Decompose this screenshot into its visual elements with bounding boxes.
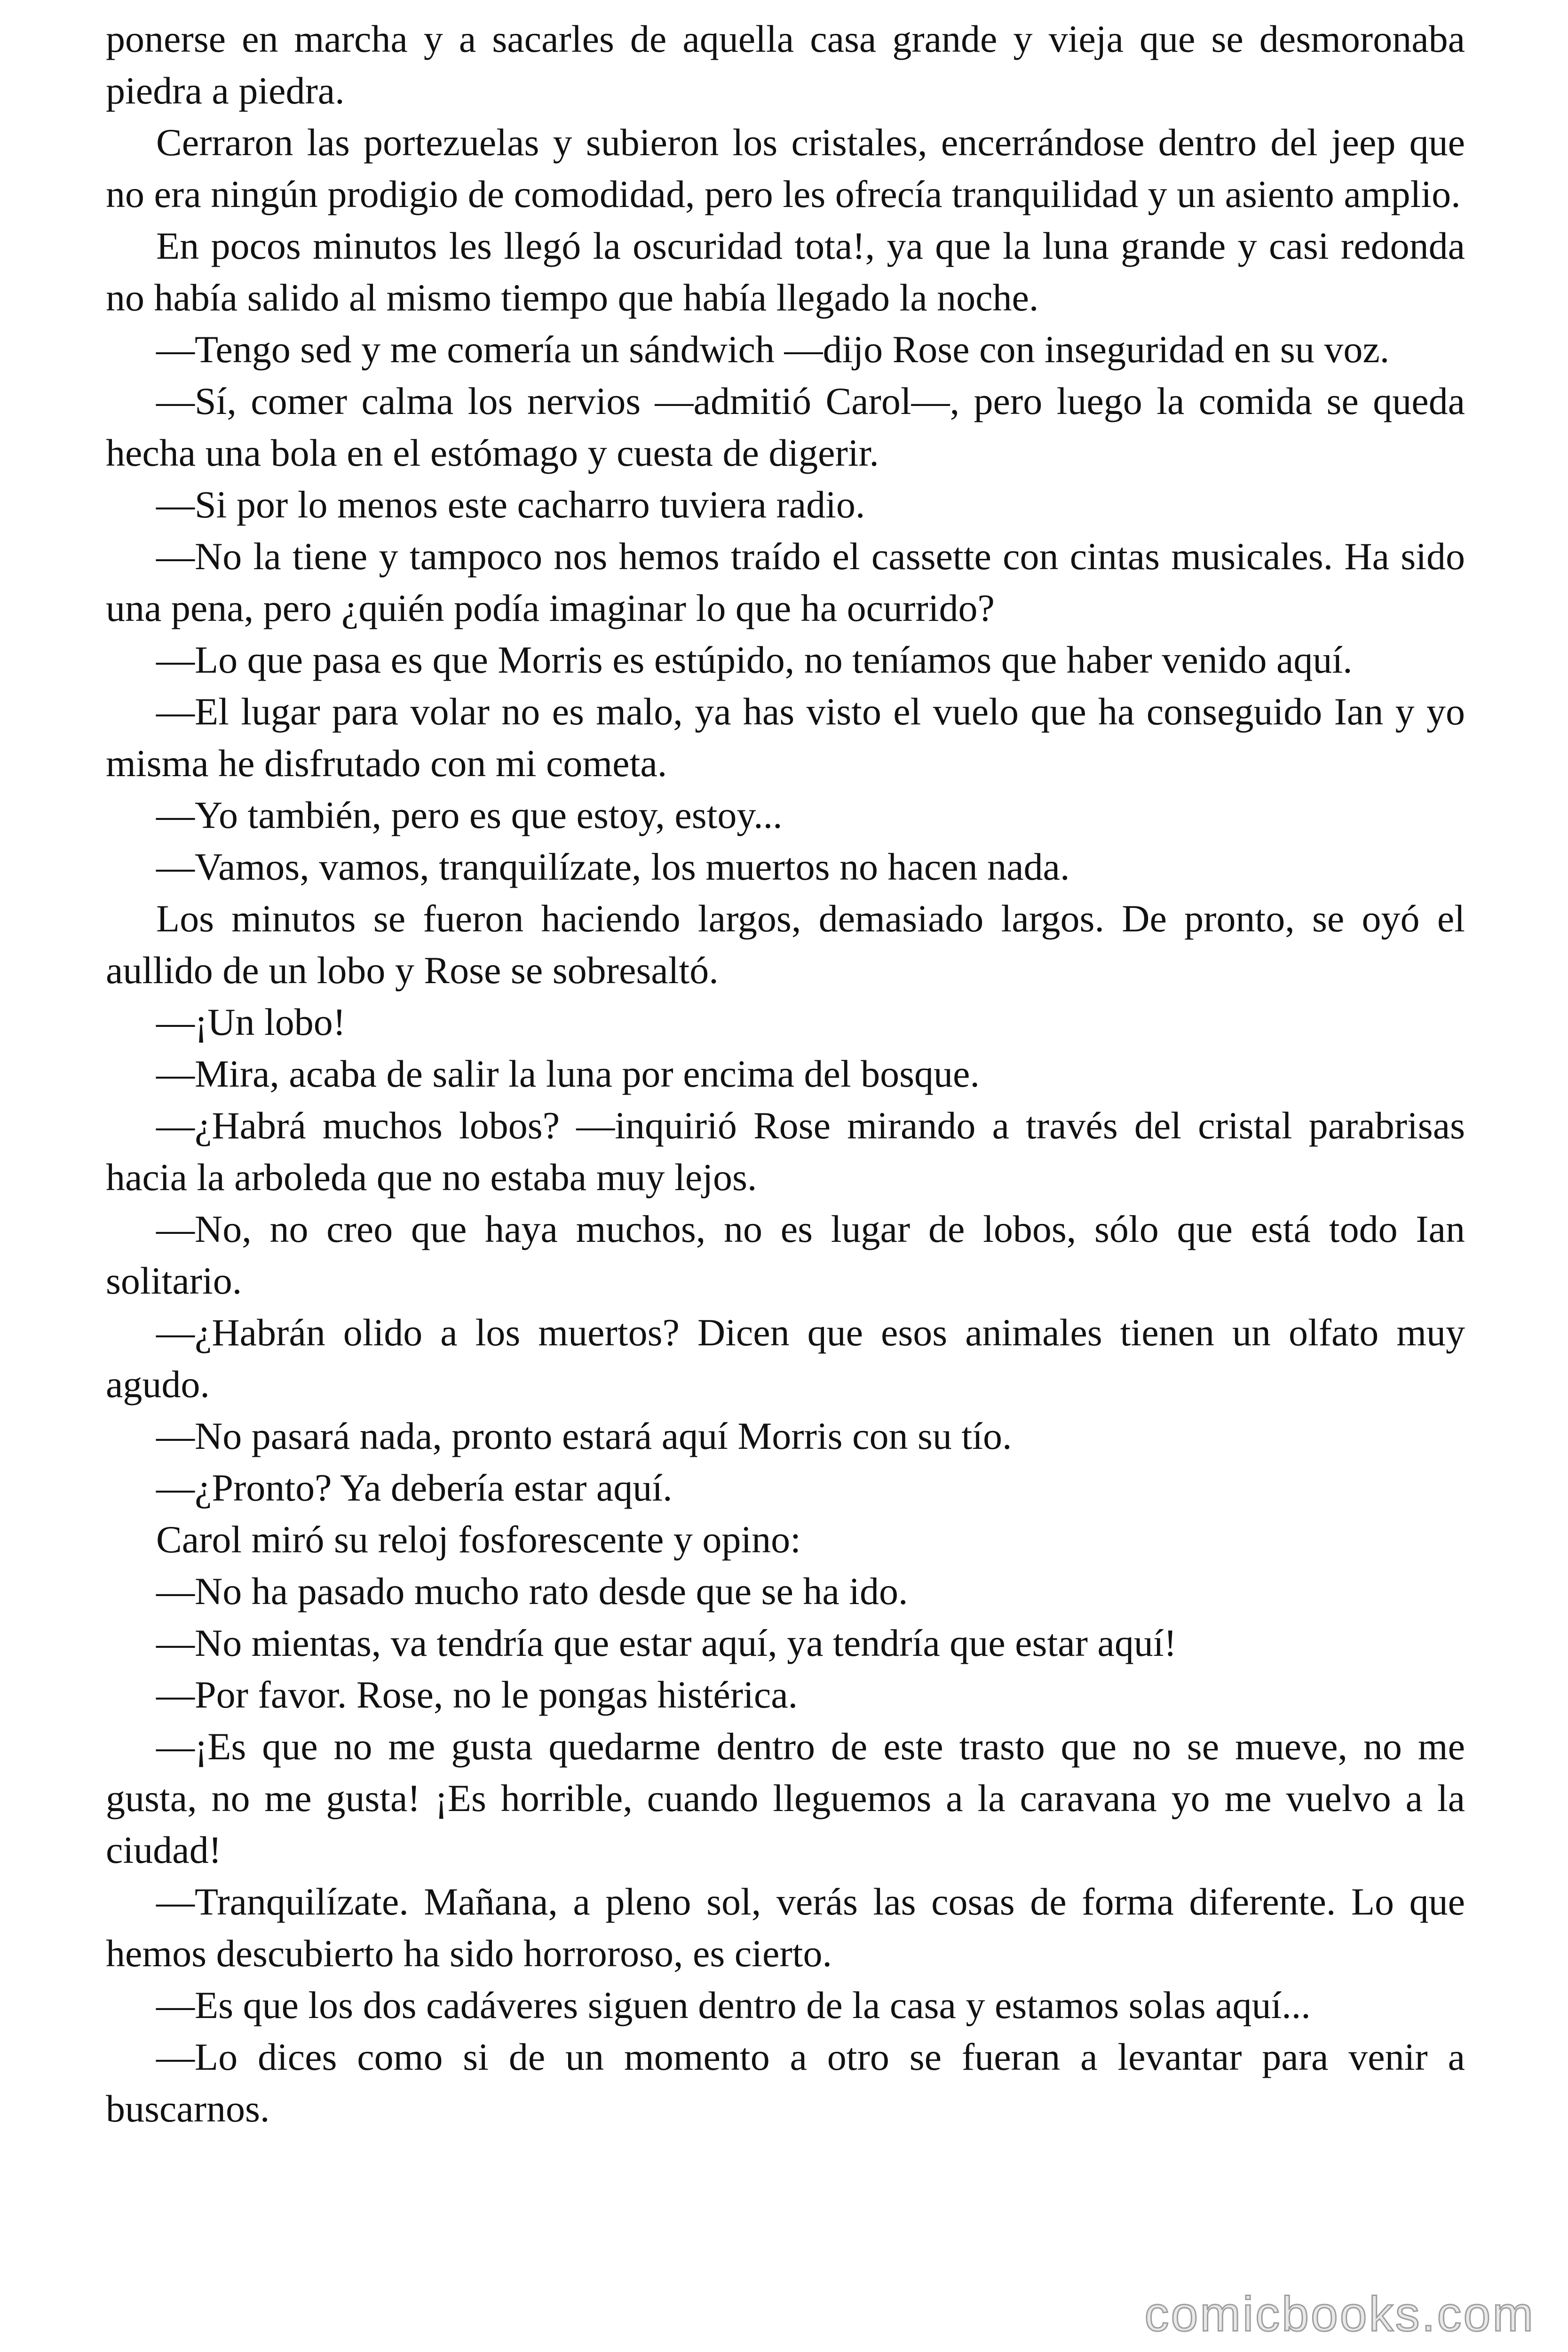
paragraph: ponerse en marcha y a sacarles de aquella casa grande y vieja que se desmoronaba piedra a piedra. [106,17,1465,112]
paragraph: Los minutos se fueron haciendo largos, demasiado largos. De pronto, se oyó el aullido de un lobo y Rose se sobresaltó. [106,897,1465,992]
paragraph: —Si por lo menos este cacharro tuviera radio. [156,483,865,526]
paragraph: —Tengo sed y me comería un sándwich —dijo Rose con inseguridad en su voz. [156,328,1390,371]
paragraph: —Mira, acaba de salir la luna por encima del bosque. [156,1052,980,1095]
paragraph: En pocos minutos les llegó la oscuridad tota!, ya que la luna grande y casi redonda no había salido al mismo tiempo que había llegado la noche. [106,224,1465,319]
body-text [106,13,1465,2135]
paragraph: —Yo también, pero es que estoy, estoy... [156,794,783,836]
watermark-text: comicbooks.com [1144,2287,1535,2342]
paragraph: —Sí, comer calma los nervios —admitió Carol—, pero luego la comida se queda hecha una bola en el estómago y cuesta de digerir. [106,380,1465,474]
paragraph: —¿Habrá muchos lobos? —inquirió Rose mirando a través del cristal parabrisas hacia la arboleda que no estaba muy lejos. [106,1104,1465,1199]
paragraph: —¿Habrán olido a los muertos? Dicen que esos animales tienen un olfato muy agudo. [106,1311,1465,1406]
paragraph: —No ha pasado mucho rato desde que se ha ido. [156,1570,908,1613]
paragraph: —¿Pronto? Ya debería estar aquí. [156,1466,673,1509]
paragraph: —Lo que pasa es que Morris es estúpido, no teníamos que haber venido aquí. [156,638,1353,681]
paragraph: —¡Un lobo! [156,1001,346,1043]
paragraph: —Es que los dos cadáveres siguen dentro de la casa y estamos solas aquí... [156,1984,1311,2026]
paragraph: Carol miró su reloj fosforescente y opino: [156,1518,801,1561]
paragraph: —No, no creo que haya muchos, no es lugar de lobos, sólo que está todo Ian solitario. [106,1208,1465,1302]
paragraph: —Vamos, vamos, tranquilízate, los muertos no hacen nada. [156,845,1070,888]
paragraph: —Tranquilízate. Mañana, a pleno sol, verás las cosas de forma diferente. Lo que hemos descubierto ha sido horroroso, es cierto. [106,1880,1465,1975]
paragraph: —No mientas, va tendría que estar aquí, ya tendría que estar aquí! [156,1621,1177,1664]
paragraph: —El lugar para volar no es malo, ya has visto el vuelo que ha conseguido Ian y yo misma he disfrutado con mi cometa. [106,690,1465,785]
paragraph: —No la tiene y tampoco nos hemos traído el cassette con cintas musicales. Ha sido una pena, pero ¿quién podía imaginar lo que ha ocurrido? [106,535,1465,629]
paragraph: —Por favor. Rose, no le pongas histérica. [156,1673,798,1716]
paragraph: —No pasará nada, pronto estará aquí Morris con su tío. [156,1414,1012,1457]
paragraph: Cerraron las portezuelas y subieron los cristales, encerrándose dentro del jeep que no era ningún prodigio de comodidad, pero les ofrecía tranquilidad y un asiento amplio. [106,121,1465,215]
paragraph: —Lo dices como si de un momento a otro se fueran a levantar para venir a buscarnos. [106,2035,1465,2130]
paragraph: —¡Es que no me gusta quedarme dentro de este trasto que no se mueve, no me gusta, no me gusta! ¡Es horrible, cuando lleguemos a la caravana yo me vuelvo a la ciudad! [106,1725,1465,1871]
